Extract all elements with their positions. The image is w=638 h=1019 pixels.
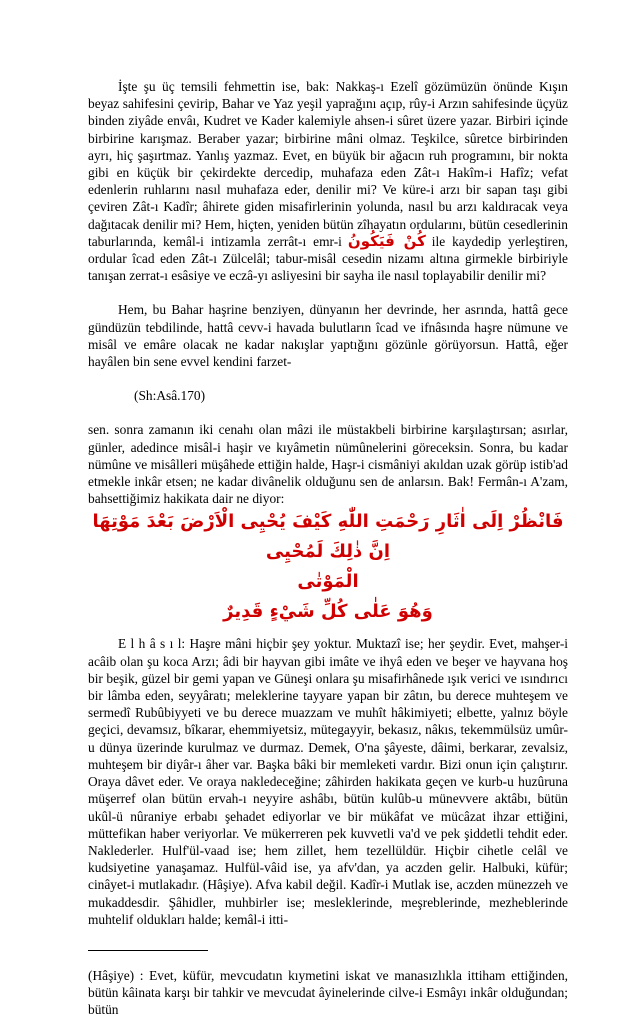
verse-line-3: وَهُوَ عَلٰى كُلِّ شَيْءٍ قَدِيرٌ bbox=[223, 601, 433, 623]
paragraph-1 bbox=[88, 78, 568, 284]
quran-verse bbox=[88, 507, 568, 627]
paragraph-1-tail: ile kaydedip yerleştiren, ordular îcad eden Zât-ı Zülcelâl; tabur-misâl cesedin nizamı altına girmekle birbiriyle tanışan zerrat-ı esâsiye ve eczâ-yı asliyesini bir sayha ile nasıl toplayabilir denilir mi? bbox=[88, 233, 568, 284]
footnote: (Hâşiye) : Evet, küfür, mevcudatın kıymetini iskat ve manasızlıkla ittiham ettiğinden, bütün kâinata karşı bir tahkir ve mevcudat âyinelerinde cilve-i Esmâyı inkâr olduğundan; bütün bbox=[88, 967, 568, 1018]
footnote-divider bbox=[88, 950, 208, 951]
paragraph-2: Hem, bu Bahar haşrine benziyen, dünyanın her devrinde, her asrında, hattâ gece gündüzün tebdilinde, hattâ cevv-i havada bulutların îcad ve ifnâsında haşre nümune ve misâl ve emâre olacak ne kadar nakışlar yaptığını gözünle görüyorsun. Hattâ, eğer hayâlen bin sene evvel kendini farzet- bbox=[88, 302, 568, 370]
paragraph-4: E l h â s ı l: Haşre mâni hiçbir şey yoktur. Muktazî ise; her şeydir. Evet, mahşer-i acâib olan şu koca Arzı; âdi bir hayvan gibi imâte ve ihyâ eden ve beşer ve hayvana hoş bir beşik, güzel bir gemi yapan ve Güneşi onlara şu misafirhânede ışık verici ve ısındırıcı bir lâmba eden, seyyâratı; meleklerine tayyare yapan bir zâtın, bu derece muhteşem ve sermedî Rubûbiyyeti ve bu derece muazzam ve muhît hâkimiyeti; elbette, yalnız böyle geçici, devamsız, bîkarar, ehemmiyetsiz, mütegayyir, bekasız, nâkıs, tekemmülsüz umûr-u dünya üzerinde kurulmaz ve durmaz. Demek, O'na şâyeste, dâimi, berkarar, zevalsiz, muhteşem bir diyâr-ı âher var. Başka bâki bir memleketi vardır. Bizi onun için çalıştırır. Oraya dâvet eder. Ve oraya nakledeceğine; zâhirden hakikata geçen ve kurb-u huzûruna müşerref olan bütün ervah-ı neyyire ashâbı, bütün kulûb-u münevvere aktâbı, bütün ukûl-ü nûraniye erbabı şehadet ediyorlar ve bir mükâfat ve mücâzat ihzar ettiğini, müttefikan haber veriyorlar. Ve mükerreren pek kuvvetli va'd ve pek şiddetli tehdit eder. Naklederler. Hulf'ül-vaad ise; hem zillet, hem tezellüldür. Hiçbir cihetle celâl ve kudsiyetine yanaşamaz. Hulfül-vâid ise, ya afv'dan, ya aczden gelir. Halbuki, küfür; cinâyet-i mutlakadır. (Hâşiye). Afva kabil değil. Kadîr-i Mutlak ise, aczden münezzeh ve mukaddesdir. Şâhidler, muhbirler ise; mesleklerinde, meşreblerinde, mezheblerinde muhtelif oldukları halde; kemâl-i itti- bbox=[88, 636, 568, 927]
verse-line-2: الْمَوْتٰى bbox=[297, 571, 359, 593]
page-reference: (Sh:Asâ.170) bbox=[134, 388, 206, 404]
document-page bbox=[88, 78, 568, 1019]
verse-line-1: فَانْظُرْ اِلَى اٰثَارِ رَحْمَتِ اللّٰهِ كَيْفَ يُحْيِى الْاَرْضَ بَعْدَ مَوْتِهَا اِنَّ ذٰلِكَ لَمُحْيِى bbox=[92, 511, 564, 563]
paragraph-3: sen. sonra zamanın iki cenahı olan mâzi ile müstakbeli birbirine karşılaştırsan; asırlar, günler, adedince misâl-i haşir ve kıyâmetin nümûnelerini göreceksin. Sonra, bu kadar nümûne ve misâlleri müşâhede ettiğin halde, Haşr-i cismâniyi akıldan uzak görüp istib'ad etmekle inkâr etsen; ne kadar divânelik olduğunu sen de anlarsın. Bak! Fermân-ı A'zam, bahsettiğimiz hakikata dair ne diyor: bbox=[88, 422, 568, 507]
paragraph-1-text: İşte şu üç temsili fehmettin ise, bak: Nakkaş-ı Ezelî gözümüzün önünde Kışın beyaz sahifesini çevirip, Bahar ve Yaz yeşil yaprağını açıp, rûy-i Arzın sahifesinde üçyüz binden ziyâde envâı, Kudret ve Kader kalemiyle ahsen-i sûret üzere yazar. Birbiri içinde birbirine karışmaz. Beraber yazar; birbirine mâni olmaz. Teşkilce, sûretce birbirinden ayrı, hiç şaşırtmaz. Yanlış yazmaz. Evet, en büyük bir ağacın ruh programını, bir nokta gibi en küçük bir çekirdekte dercedip, muhafaza eden Zât-ı Hakîm-i Hafîz; vefat edenlerin ruhlarını nasıl muhafaza eder, denilir mi? Ve küre-i arzı bir sapan taşı gibi çeviren Zât-ı Kadîr; âhirete giden misafirlerinin yolunda, nasıl bu arzı kaldıracak veya dağıtacak denilir mi? Hem, hiçten, yeniden bütün zîhayatın ordularını, bütün cesedlerinin taburlarında, kemâl-i intizamla zerrât-ı emr-i bbox=[88, 79, 568, 249]
inline-arabic-kun-fayakun: كُنْ فَيَكُونُ bbox=[347, 231, 426, 250]
